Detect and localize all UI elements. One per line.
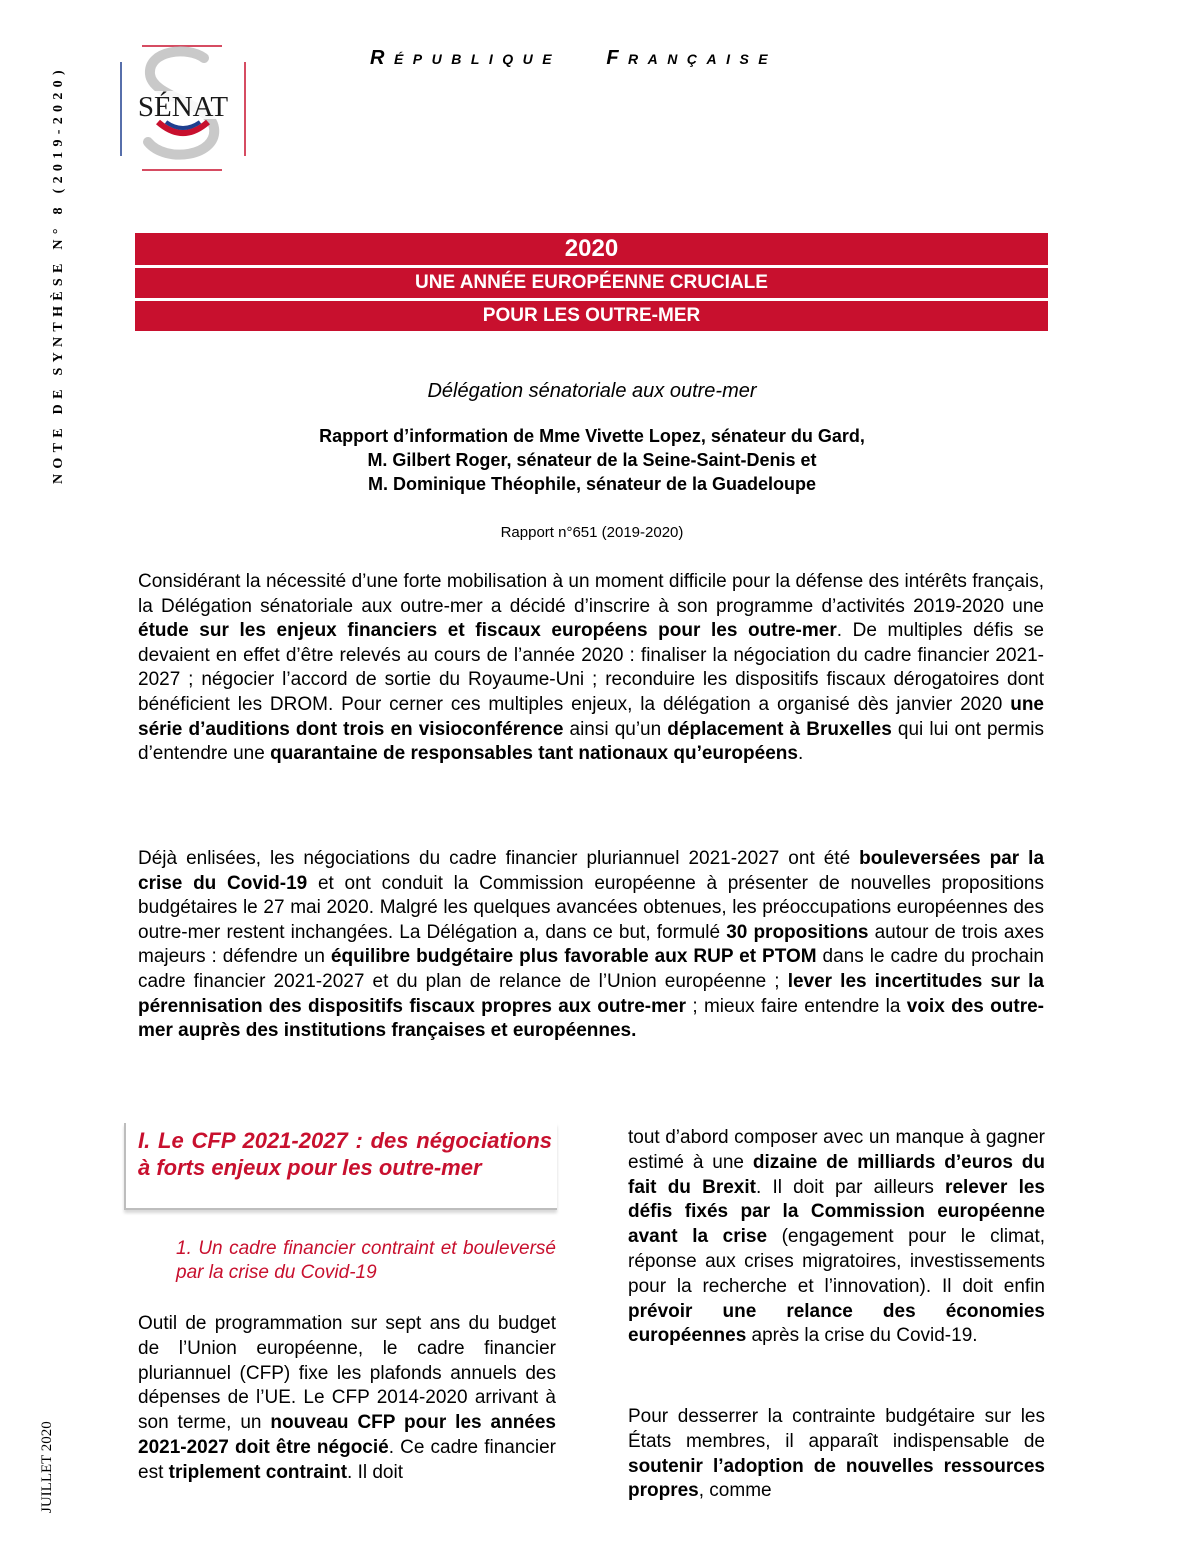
republique-francaise-header: RÉPUBLIQUE FRANÇAISE — [370, 47, 778, 69]
synthesis-note-label: NOTE DE SYNTHÈSE N° 8 (2019-2020) — [51, 65, 66, 485]
subsection-1-title: 1. Un cadre financier contraint et bouleversé par la crise du Covid-19 — [176, 1238, 556, 1283]
intro-paragraph-2: Déjà enlisées, les négociations du cadre financier pluriannuel 2021-2027 ont été bouleversées par la crise du Covid-19 et ont conduit la Commission européenne à présenter de nouvelles propositions budgétaires le 27 mai 2020. Malgré les quelques avancées obtenues, les préoccupations européennes des outre-mer restent inchangées. La Délégation a, dans ce but, formulé 30 propositions autour de trois axes majeurs : défendre un équilibre budgétaire plus favorable aux RUP et PTOM dans le cadre du prochain cadre financier 2021-2027 et du plan de relance de l’Union européenne ; lever les incertitudes sur la pérennisation des dispositifs fiscaux propres aux outre-mer ; mieux faire entendre la voix des outre-mer auprès des institutions françaises et européennes. — [138, 848, 1045, 1042]
intro-paragraph-1: Considérant la nécessité d’une forte mobilisation à un moment difficile pour la défense des intérêts français, la Délégation sénatoriale aux outre-mer a décidé d’inscrire à son programme d’activités 2019-2020 une étude sur les enjeux financiers et fiscaux européens pour les outre-mer. De multiples défis se devaient en effet d’être relevés au cours de l’année 2020 : finaliser la négociation du cadre financier 2021-2027 ; négocier l’accord de sortie du Royaume-Uni ; reconduire les dispositifs fiscaux dérogatoires dont bénéficient les DROM. Pour cerner ces multiples enjeux, la délégation a organisé dès janvier 2020 une série d’auditions dont trois en visioconférence ainsi qu’un déplacement à Bruxelles qui lui ont permis d’entendre une quarantaine de responsables tant nationaux qu’européens. — [138, 571, 1044, 765]
author-line: M. Dominique Théophile, sénateur de la Guadeloupe — [367, 474, 817, 494]
body-right-paragraph-2: Pour desserrer la contrainte budgétaire sur les États membres, il apparaît indispensable de soutenir l’adoption de nouvelles ressources propres, comme — [628, 1406, 1045, 1502]
author-line: Rapport d’information de Mme Vivette Lopez, sénateur du Gard, — [319, 426, 865, 446]
publication-date: JUILLET 2020 — [39, 1421, 55, 1514]
banner-year: 2020 — [135, 233, 1048, 265]
logo-wordmark: SÉNAT — [137, 91, 229, 123]
section-1-title: I. Le CFP 2021-2027 : des négociations à forts enjeux pour les outre-mer — [138, 1128, 552, 1180]
banner-title-line-1: UNE ANNÉE EUROPÉENNE CRUCIALE — [135, 268, 1048, 298]
author-line: M. Gilbert Roger, sénateur de la Seine-Saint-Denis et — [367, 450, 817, 470]
report-number: Rapport n°651 (2019-2020) — [500, 524, 684, 541]
report-authors — [0, 424, 1184, 496]
body-right-paragraph-1: tout d’abord composer avec un manque à gagner estimé à une dizaine de milliards d’euros du fait du Brexit. Il doit par ailleurs relever les défis fixés par la Commission européenne avant la crise (engagement pour le climat, réponse aux crises migratoires, investissements pour la recherche et l’innovation). Il doit enfin prévoir une relance des économies européennes après la crise du Covid-19. — [628, 1127, 1045, 1347]
banner-title-line-2: POUR LES OUTRE-MER — [135, 301, 1048, 331]
senat-logo — [118, 44, 248, 172]
title-banner — [135, 233, 1048, 334]
body-left-column: Outil de programmation sur sept ans du budget de l’Union européenne, le cadre financier pluriannuel (CFP) fixe les plafonds annuels des dépenses de l’UE. Le CFP 2014-2020 arrivant à son terme, un nouveau CFP pour les années 2021-2027 doit être négocié. Ce cadre financier est triplement contraint. Il doit — [138, 1313, 557, 1483]
delegation-name: Délégation sénatoriale aux outre-mer — [427, 380, 757, 402]
